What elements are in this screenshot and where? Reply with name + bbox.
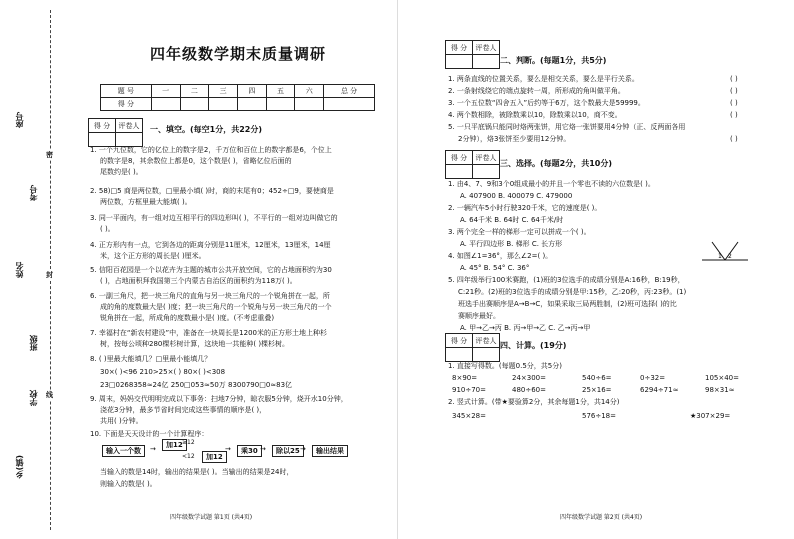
vertical-item: ★307×29=	[690, 412, 731, 420]
question-line: 浇花3分钟，最多节省时间完成这些事情的顺序是( )，	[100, 406, 267, 414]
question-line: 米，这个正方形的周长是( )厘米。	[100, 252, 206, 260]
flow-times30-box: 乘30	[237, 445, 262, 457]
judgement-line: 4. 两个数相除，被除数乘以10，除数乘以10，商不变。	[448, 111, 622, 119]
score-header-cell: 三	[209, 85, 238, 98]
answer-paren[interactable]: ( )	[730, 87, 738, 95]
score-row-label: 得 分	[101, 98, 152, 111]
score-header-cell: 一	[151, 85, 180, 98]
question-line: 4. 正方形内有一点，它到各边的距离分别是11厘米，12厘米，13厘米，14厘	[90, 241, 331, 249]
score-cell[interactable]	[209, 98, 238, 111]
question-line: 当输入的数是14时，输出的结果是( )。当输出的结果是24时，	[100, 468, 294, 476]
score-cell[interactable]	[237, 98, 266, 111]
judgement-line: 1. 两条直线的位置关系，要么是相交关系，要么是平行关系。	[448, 75, 639, 83]
judgement-line: 2. 一条射线绕它的端点旋转一周，所形成的角叫做平角。	[448, 87, 625, 95]
calc-program-flow	[100, 441, 385, 465]
calc-item: 105×40=	[705, 374, 739, 382]
section-1-title: 一、填空。(每空1分，共22分)	[150, 125, 263, 134]
judgement-line: 3. 一个五位数“四舍五入”后约等于6万，这个数最大是59999。	[448, 99, 645, 107]
grader-score-label: 得 分	[446, 41, 473, 55]
grader-name-label: 评卷人	[473, 41, 500, 55]
grader-name-cell[interactable]	[473, 165, 500, 179]
score-header-cell: 六	[295, 85, 324, 98]
score-header-cell: 四	[237, 85, 266, 98]
flow-ge12-label: ≥12	[182, 439, 195, 446]
angle-label-1: 1	[718, 253, 722, 260]
choice-options: A. 45° B. 54° C. 36°	[460, 264, 530, 272]
score-table	[100, 84, 375, 111]
score-header-cell: 二	[180, 85, 209, 98]
seal-word-2: 封	[46, 271, 53, 279]
question-line: 7. 幸福村在“新农村建设”中，准备在一块周长是1200米的正方形土地上种杉	[90, 329, 327, 337]
score-header-cell: 五	[266, 85, 295, 98]
angle-label-2: 2	[728, 253, 732, 260]
page-divider	[397, 0, 398, 539]
choice-line: 赛顺序最好。	[458, 312, 500, 320]
judgement-line: 5. 一只平底锅只能同时烙两张饼，用它烙一张饼要用4分钟（正、反两面各用	[448, 123, 686, 131]
grader-name-label: 评卷人	[473, 151, 500, 165]
flow-output-box: 输出结果	[312, 445, 348, 457]
grader-score-label: 得 分	[89, 119, 116, 133]
flow-plus12b-box: 加12	[202, 451, 227, 463]
question-line: 成的角的度数最大是( )度；把一块三角尺的一个锐角与另一块三角尺的一个	[100, 303, 332, 311]
choice-line: 2. 一辆汽车5小时行驶320千米，它的速度是( )。	[448, 204, 602, 212]
grader-score-cell[interactable]	[89, 133, 116, 147]
grader-score-label: 得 分	[446, 151, 473, 165]
choice-line: 1. 由4、7、9和3个0组成最小的并且一个零也不读的六位数是( )。	[448, 180, 655, 188]
arrow-icon: →	[225, 445, 231, 453]
section-4-title: 四、计算。(19分)	[500, 341, 567, 350]
answer-paren[interactable]: ( )	[730, 75, 738, 83]
question-line: 23□0268358≈24亿 250□053≈50万 8300790□0≈83亿	[100, 381, 293, 389]
choice-line: C:21秒。(2)班的3位选手的成绩分别是甲:15秒，乙:20秒，丙:23秒。(1)	[458, 288, 687, 296]
calc-item: 0÷32=	[640, 374, 666, 382]
section-2-title: 二、判断。(每题1分，共5分)	[500, 56, 607, 65]
question-line: 8. ( )里最大能填几？□里最小能填几？	[90, 355, 212, 363]
page2-footer: 四年级数学试题 第2页 (共4页)	[560, 514, 643, 521]
grader-name-label: 评卷人	[473, 334, 500, 348]
choice-options: A. 407900 B. 400079 C. 479000	[460, 192, 573, 200]
question-line: 3. 同一平面内，有一组对边互相平行的四边形叫( )，不平行的一组对边叫做它的	[90, 214, 338, 222]
margin-town-label: 乡(镇)	[15, 455, 24, 479]
question-line: 10. 下面是天天设计的一个计算程序：	[90, 430, 209, 438]
calc-item: 8×90=	[452, 374, 478, 382]
question-line: 共用( )分钟。	[100, 417, 143, 425]
question-line: 则输入的数是( )。	[100, 480, 157, 488]
margin-name-label: 姓名	[15, 262, 24, 278]
flow-lt12-label: <12	[182, 453, 195, 460]
question-line: 30×( )<96 210>25×( ) 80×( )<308	[100, 368, 226, 376]
vertical-item: 576÷18=	[582, 412, 616, 420]
calc-item: 910÷70=	[452, 386, 486, 394]
answer-paren[interactable]: ( )	[730, 111, 738, 119]
grader-name-label: 评卷人	[116, 119, 143, 133]
score-header-cell: 题 号	[101, 85, 152, 98]
choice-line: 5. 四年级举行100米赛跑，(1)班的3位选手的成绩分别是A:16秒，B:19秒，	[448, 276, 685, 284]
grader-name-cell[interactable]	[473, 55, 500, 69]
page1-footer: 四年级数学试题 第1页 (共4页)	[170, 514, 253, 521]
answer-paren[interactable]: ( )	[730, 99, 738, 107]
choice-options: A. 平行四边形 B. 梯形 C. 长方形	[460, 240, 563, 248]
score-header-cell: 总 分	[324, 85, 375, 98]
grader-name-cell[interactable]	[116, 133, 143, 147]
flow-div25-box: 除以25	[272, 445, 304, 457]
calc-intro: 1. 直接写得数。(每题0.5分，共5分)	[448, 362, 562, 370]
choice-options: A. 64千米 B. 64时 C. 64千米/时	[460, 216, 564, 224]
grader-box-2	[445, 40, 500, 69]
score-cell[interactable]	[180, 98, 209, 111]
calc-item: 6294÷71≈	[640, 386, 679, 394]
seal-word-1: 密	[46, 151, 53, 159]
page-title: 四年级数学期末质量调研	[150, 45, 327, 63]
choice-line: 3. 两个完全一样的梯形一定可以拼成一个( )。	[448, 228, 591, 236]
arrow-icon: →	[150, 445, 156, 453]
question-line: ( )，占地面积拜我国第三个内蒙古自治区的面积约为118万( )。	[100, 277, 297, 285]
arrow-icon: →	[300, 445, 306, 453]
question-line: 树，按每公顷种280棵杉树计算，这块地一共能种( )棵杉树。	[100, 340, 290, 348]
question-line: 1. 一个九位数，它的亿位上的数字是2，千万位和百位上的数字都是6，个位上	[90, 146, 332, 154]
calc-item: 25×16=	[582, 386, 612, 394]
flow-plus12-box: 加12	[162, 439, 187, 451]
question-line: 锐角拼在一起，所成角的度数最小是( )度。(不考虑重叠)	[100, 314, 275, 322]
answer-paren[interactable]: ( )	[730, 135, 738, 143]
seal-word-3: 线	[46, 391, 53, 399]
question-line: 尾数约是( )。	[100, 168, 143, 176]
grader-box-3	[445, 150, 500, 179]
grader-box-1	[88, 118, 143, 147]
question-line: 的数字是8，其余数位上都是0，这个数是( )，省略亿位后面的	[100, 157, 292, 165]
grader-box-4	[445, 333, 500, 362]
calc-item: 98×31≈	[705, 386, 735, 394]
score-cell[interactable]	[295, 98, 324, 111]
flow-input-box: 输入一个数	[102, 445, 145, 457]
question-line: 9. 周末，妈妈交代明明完成以下事务：扫地7分钟，晾衣服5分钟，烧开水10分钟，	[90, 395, 348, 403]
choice-line: 4. 如图∠1=36°，那么∠2=( )。	[448, 252, 553, 260]
judgement-line: 2分钟），烙3张饼至少要用12分钟。	[458, 135, 571, 143]
question-line: 6. 一副三角尺，把一块三角尺的直角与另一块三角尺的一个锐角拼在一起，所	[90, 292, 330, 300]
vertical-item: 345×28=	[452, 412, 486, 420]
grader-score-label: 得 分	[446, 334, 473, 348]
choice-line: 班选手出赛顺序是A→B→C，如果采取三局两胜制，(2)班可选择( )的比	[458, 300, 677, 308]
margin-exam-id-label: 考号	[29, 185, 38, 201]
arrow-icon: →	[260, 445, 266, 453]
margin-school-label: 学校	[29, 390, 38, 406]
score-cell[interactable]	[324, 98, 375, 111]
question-line: 5. 信阳百花园是一个以花卉为主题的城市公共开放空间，它的占地面积约为30	[90, 266, 332, 274]
grader-score-cell[interactable]	[446, 165, 473, 179]
score-cell[interactable]	[151, 98, 180, 111]
grader-score-cell[interactable]	[446, 55, 473, 69]
vertical-intro: 2. 竖式计算。(带★要验算2分，其余每题1分，共14分)	[448, 398, 620, 406]
question-line: ( )。	[100, 225, 115, 233]
calc-item: 24×300=	[512, 374, 546, 382]
margin-class-label: 班级	[29, 335, 38, 351]
choice-options: A. 甲→乙→丙 B. 丙→甲→乙 C. 乙→丙→甲	[460, 324, 591, 332]
grader-score-cell[interactable]	[446, 348, 473, 362]
question-line: 两位数，方框里最大能填( )。	[100, 198, 192, 206]
calc-item: 540÷6=	[582, 374, 612, 382]
section-3-title: 三、选择。(每题2分，共10分)	[500, 159, 613, 168]
score-cell[interactable]	[266, 98, 295, 111]
margin-seat-label: 座号	[15, 112, 24, 128]
grader-name-cell[interactable]	[473, 348, 500, 362]
angle-figure	[700, 238, 750, 268]
question-line: 2. 58)□5 商是两位数，□里最小填( )时，商的末尾有0；452÷□9，要使商是	[90, 187, 334, 195]
calc-item: 480÷60=	[512, 386, 546, 394]
